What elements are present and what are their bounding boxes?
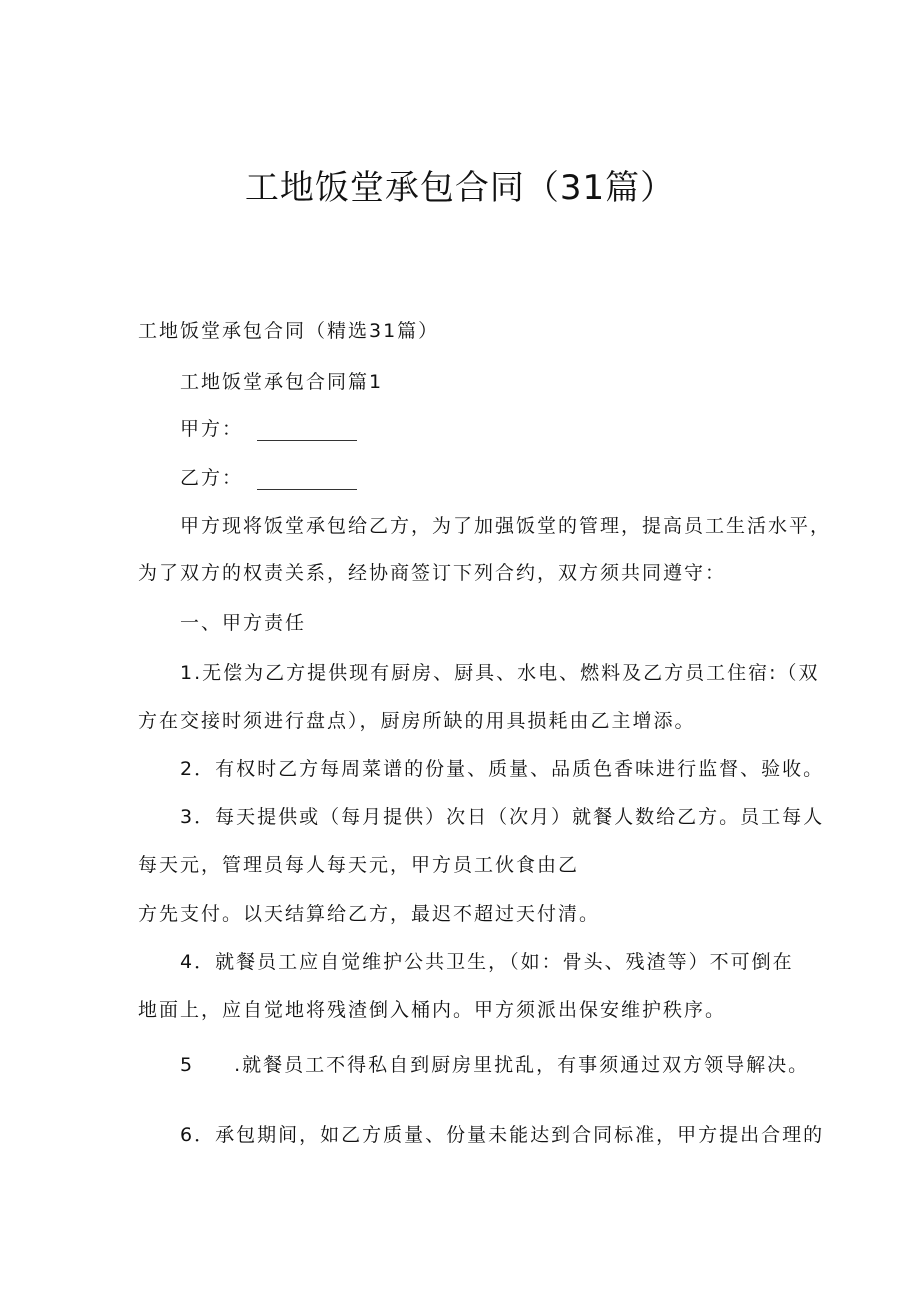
- item-4-line-1: 4．就餐员工应自觉维护公共卫生，（如：骨头、残渣等）不可倒在: [180, 951, 794, 973]
- item-6-line-1: 6．承包期间，如乙方质量、份量未能达到合同标准，甲方提出合理的: [180, 1124, 825, 1146]
- item-5-line: [180, 1050, 809, 1077]
- party-a-label: 甲方：: [180, 418, 244, 440]
- item-5-text: .就餐员工不得私自到厨房里扰乱，有事须通过双方领导解决。: [234, 1054, 810, 1076]
- item-4-line-2: 地面上，应自觉地将残渣倒入桶内。甲方须派出保安维护秩序。: [138, 999, 727, 1021]
- item-3-line-1: 3．每天提供或（每月提供）次日（次月）就餐人数给乙方。员工每人: [180, 806, 825, 828]
- intro-line-2: 为了双方的权责关系，经协商签订下列合约，双方须共同遵守：: [138, 562, 727, 584]
- party-a-line: [180, 414, 357, 441]
- party-b-line: [180, 463, 357, 490]
- document-subtitle: 工地饭堂承包合同（精选31篇）: [138, 320, 440, 342]
- party-b-blank: [257, 470, 357, 490]
- item-1-line-1: 1.无偿为乙方提供现有厨房、厨具、水电、燃料及乙方员工住宿:（双: [180, 662, 820, 684]
- item-3-line-2: 每天元，管理员每人每天元，甲方员工伙食由乙: [138, 854, 580, 876]
- item-1-line-2: 方在交接时须进行盘点），厨房所缺的用具损耗由乙主增添。: [138, 710, 696, 732]
- party-b-label: 乙方：: [180, 467, 244, 489]
- item-3-line-3: 方先支付。以天结算给乙方，最迟不超过天付清。: [138, 903, 601, 925]
- item-5-number: 5: [180, 1054, 195, 1076]
- party-a-blank: [257, 421, 357, 441]
- section-heading: 工地饭堂承包合同篇1: [180, 371, 384, 393]
- clause-heading: 一、甲方责任: [180, 612, 307, 634]
- document-title: 工地饭堂承包合同（31篇）: [244, 168, 676, 208]
- item-2-line-1: 2．有权时乙方每周菜谱的份量、质量、品质色香味进行监督、验收。: [180, 758, 825, 780]
- intro-line-1: 甲方现将饭堂承包给乙方，为了加强饭堂的管理，提高员工生活水平，: [180, 515, 832, 537]
